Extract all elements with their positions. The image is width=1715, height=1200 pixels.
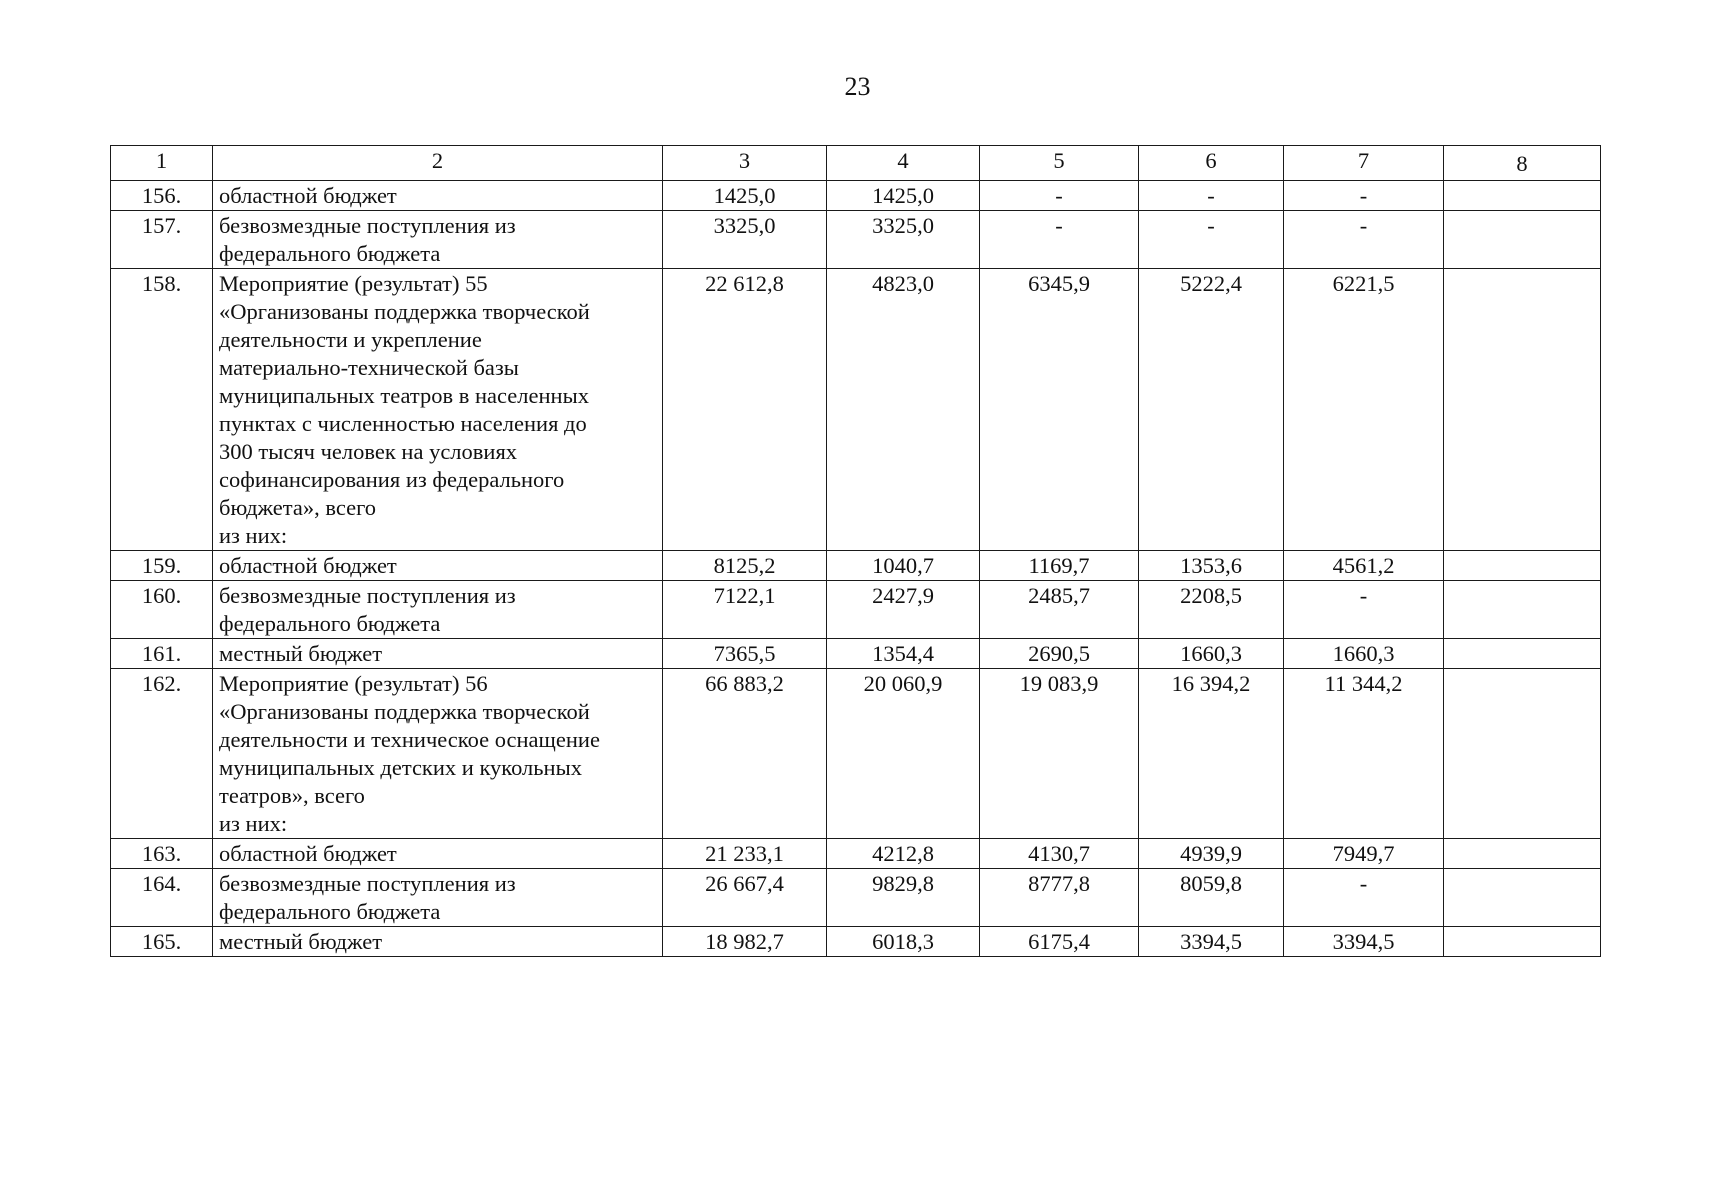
cell-col7: 1660,3 <box>1284 639 1444 669</box>
table-row <box>111 211 1601 269</box>
cell-col6: 5222,4 <box>1139 269 1284 551</box>
table-row <box>111 181 1601 211</box>
row-number: 159. <box>111 551 213 581</box>
cell-col8 <box>1444 551 1601 581</box>
row-number: 157. <box>111 211 213 269</box>
cell-col8 <box>1444 581 1601 639</box>
cell-col5: - <box>980 211 1139 269</box>
cell-col3: 21 233,1 <box>663 839 827 869</box>
row-name: Мероприятие (результат) 55 «Организованы поддержка творческой деятельности и укрепление материально-технической базы муниципальных театров в населенных пунктах с численностью населения до 300 тысяч человек на условиях софинансирования из федерального бюджета», всего из них: <box>213 269 663 551</box>
cell-col4: 9829,8 <box>827 869 980 927</box>
cell-col5: 6175,4 <box>980 927 1139 957</box>
cell-col3: 66 883,2 <box>663 669 827 839</box>
row-name: безвозмездные поступления из федерального бюджета <box>213 869 663 927</box>
cell-col6: 1353,6 <box>1139 551 1284 581</box>
column-header: 7 <box>1284 146 1444 181</box>
cell-col4: 4212,8 <box>827 839 980 869</box>
row-number: 156. <box>111 181 213 211</box>
cell-col7: - <box>1284 869 1444 927</box>
row-number: 164. <box>111 869 213 927</box>
row-name: безвозмездные поступления из федерального бюджета <box>213 211 663 269</box>
cell-col6: - <box>1139 211 1284 269</box>
table-row <box>111 927 1601 957</box>
table-row <box>111 669 1601 839</box>
cell-col8 <box>1444 839 1601 869</box>
cell-col4: 1425,0 <box>827 181 980 211</box>
cell-col4: 20 060,9 <box>827 669 980 839</box>
table-row <box>111 551 1601 581</box>
table-header-row <box>111 146 1601 181</box>
cell-col7: - <box>1284 181 1444 211</box>
cell-col7: 4561,2 <box>1284 551 1444 581</box>
cell-col8 <box>1444 639 1601 669</box>
page-number: 23 <box>844 72 871 101</box>
table-row <box>111 839 1601 869</box>
cell-col5: 2485,7 <box>980 581 1139 639</box>
cell-col8 <box>1444 869 1601 927</box>
cell-col8 <box>1444 669 1601 839</box>
cell-col4: 6018,3 <box>827 927 980 957</box>
table-row <box>111 269 1601 551</box>
cell-col3: 8125,2 <box>663 551 827 581</box>
row-name: безвозмездные поступления из федерального бюджета <box>213 581 663 639</box>
cell-col6: 16 394,2 <box>1139 669 1284 839</box>
cell-col4: 4823,0 <box>827 269 980 551</box>
cell-col5: 8777,8 <box>980 869 1139 927</box>
row-number: 158. <box>111 269 213 551</box>
cell-col4: 3325,0 <box>827 211 980 269</box>
cell-col6: - <box>1139 181 1284 211</box>
cell-col3: 26 667,4 <box>663 869 827 927</box>
cell-col7: - <box>1284 211 1444 269</box>
budget-table <box>110 145 1601 957</box>
cell-col6: 3394,5 <box>1139 927 1284 957</box>
cell-col6: 8059,8 <box>1139 869 1284 927</box>
cell-col3: 7122,1 <box>663 581 827 639</box>
column-header: 8 <box>1444 146 1601 181</box>
row-name: областной бюджет <box>213 181 663 211</box>
cell-col3: 22 612,8 <box>663 269 827 551</box>
cell-col6: 1660,3 <box>1139 639 1284 669</box>
row-number: 162. <box>111 669 213 839</box>
cell-col4: 1040,7 <box>827 551 980 581</box>
cell-col3: 7365,5 <box>663 639 827 669</box>
column-header: 2 <box>213 146 663 181</box>
column-header: 1 <box>111 146 213 181</box>
table-row <box>111 581 1601 639</box>
row-number: 165. <box>111 927 213 957</box>
row-name: местный бюджет <box>213 639 663 669</box>
cell-col5: 19 083,9 <box>980 669 1139 839</box>
cell-col5: 4130,7 <box>980 839 1139 869</box>
cell-col3: 18 982,7 <box>663 927 827 957</box>
row-name: Мероприятие (результат) 56 «Организованы поддержка творческой деятельности и техническое оснащение муниципальных детских и кукольных театров», всего из них: <box>213 669 663 839</box>
cell-col6: 4939,9 <box>1139 839 1284 869</box>
cell-col3: 3325,0 <box>663 211 827 269</box>
cell-col8 <box>1444 269 1601 551</box>
cell-col7: - <box>1284 581 1444 639</box>
row-number: 163. <box>111 839 213 869</box>
row-name: областной бюджет <box>213 839 663 869</box>
cell-col8 <box>1444 211 1601 269</box>
cell-col8 <box>1444 927 1601 957</box>
cell-col4: 1354,4 <box>827 639 980 669</box>
cell-col7: 7949,7 <box>1284 839 1444 869</box>
cell-col5: 2690,5 <box>980 639 1139 669</box>
column-header: 5 <box>980 146 1139 181</box>
row-name: местный бюджет <box>213 927 663 957</box>
column-header: 4 <box>827 146 980 181</box>
table-row <box>111 639 1601 669</box>
table-row <box>111 869 1601 927</box>
column-header: 3 <box>663 146 827 181</box>
cell-col7: 3394,5 <box>1284 927 1444 957</box>
cell-col6: 2208,5 <box>1139 581 1284 639</box>
cell-col5: 6345,9 <box>980 269 1139 551</box>
row-number: 161. <box>111 639 213 669</box>
cell-col5: - <box>980 181 1139 211</box>
column-header: 6 <box>1139 146 1284 181</box>
row-name: областной бюджет <box>213 551 663 581</box>
cell-col8 <box>1444 181 1601 211</box>
row-number: 160. <box>111 581 213 639</box>
cell-col5: 1169,7 <box>980 551 1139 581</box>
cell-col4: 2427,9 <box>827 581 980 639</box>
cell-col7: 11 344,2 <box>1284 669 1444 839</box>
cell-col3: 1425,0 <box>663 181 827 211</box>
cell-col7: 6221,5 <box>1284 269 1444 551</box>
